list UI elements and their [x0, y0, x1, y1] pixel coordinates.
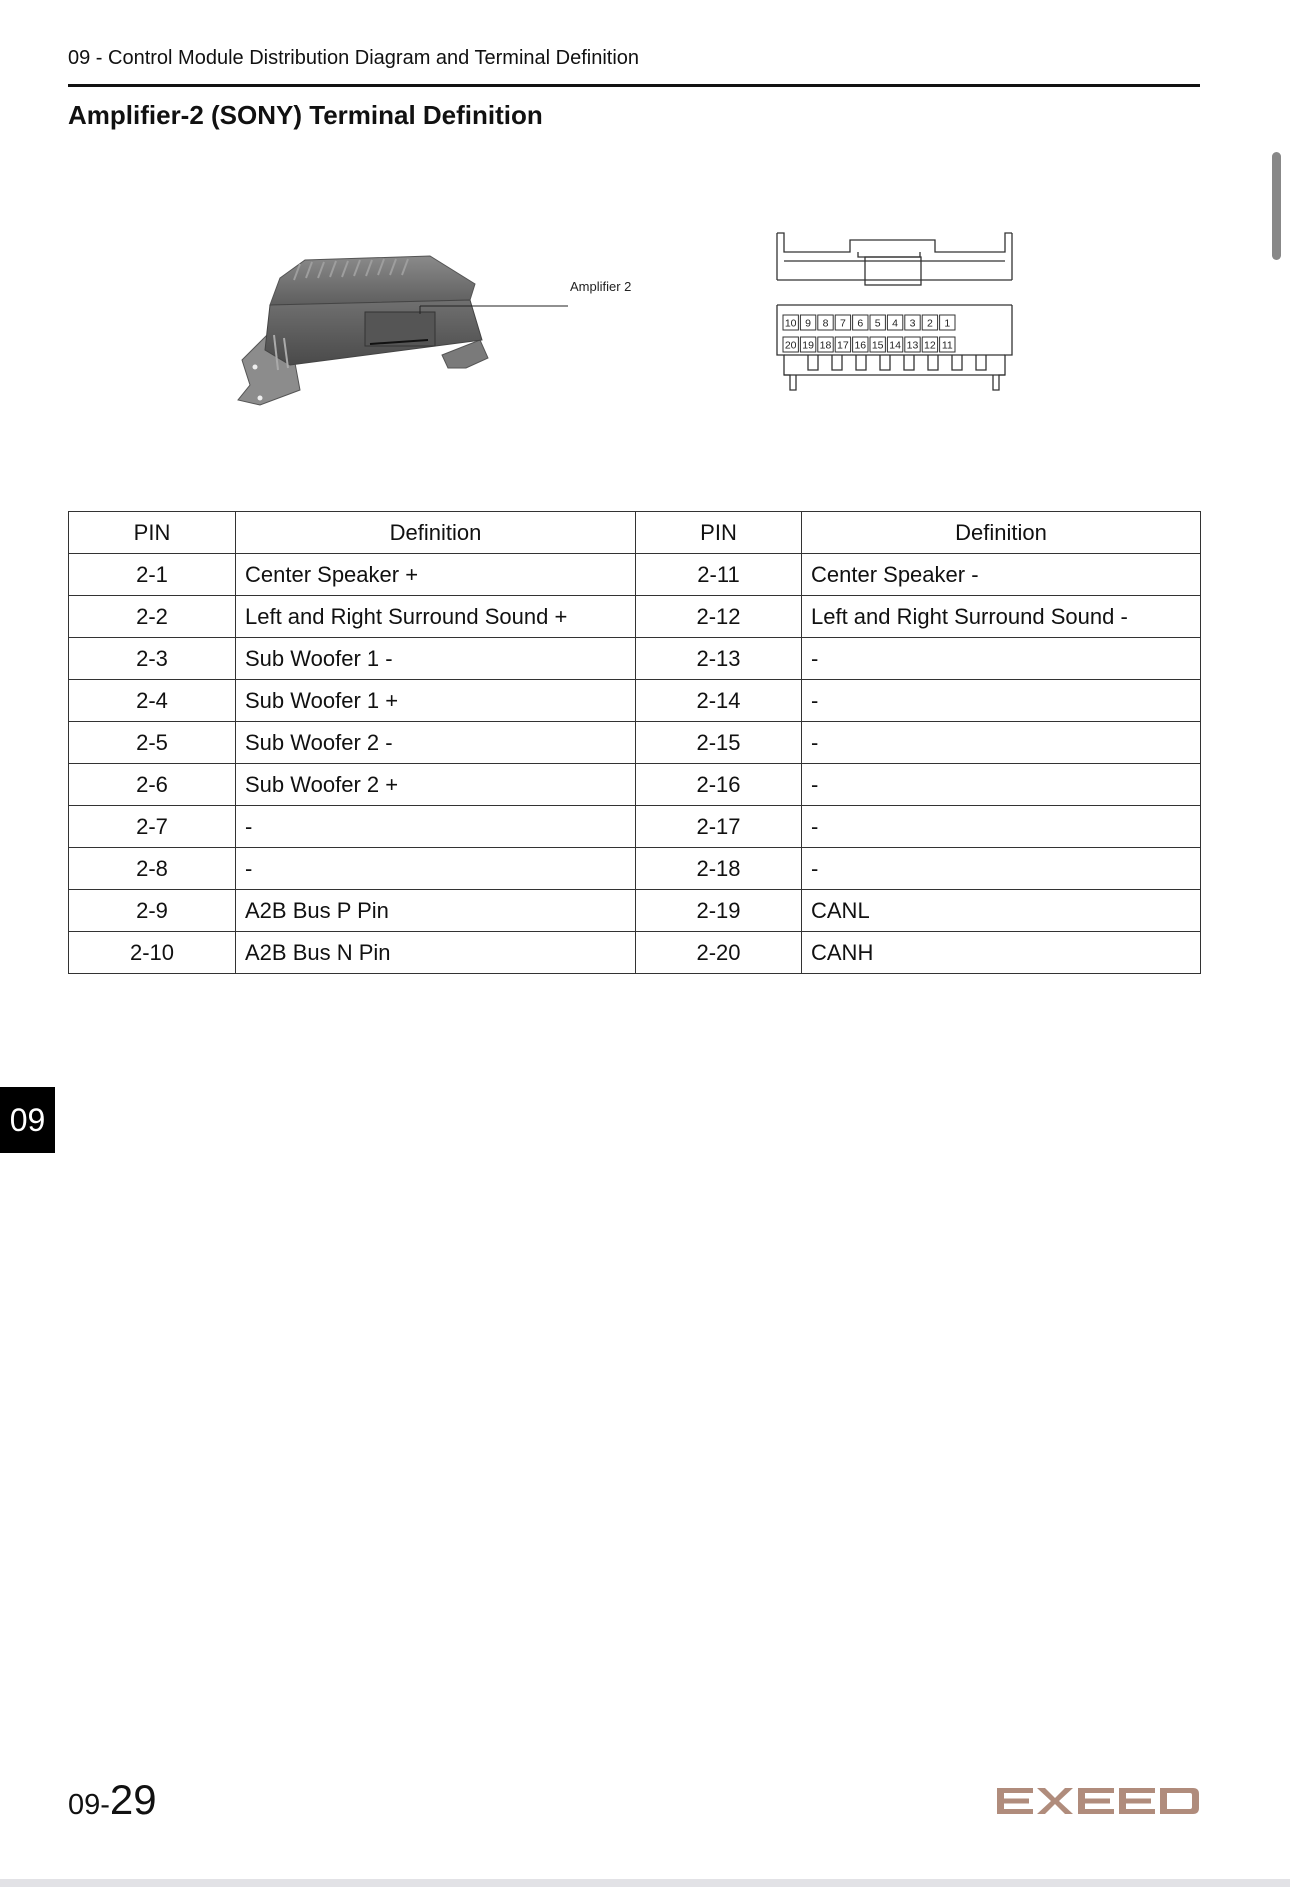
definition-cell: Center Speaker -: [802, 554, 1201, 596]
pin-cell: 2-6: [69, 764, 236, 806]
definition-cell: -: [802, 806, 1201, 848]
pin-cell: 2-13: [636, 638, 802, 680]
pin-number: 3: [909, 317, 916, 330]
pin-cell: 2-19: [636, 890, 802, 932]
definition-cell: CANL: [802, 890, 1201, 932]
pin-cell: 2-16: [636, 764, 802, 806]
pin-cell: 2-15: [636, 722, 802, 764]
definition-cell: CANH: [802, 932, 1201, 974]
pin-number: 19: [802, 339, 814, 352]
definition-cell: Sub Woofer 2 -: [236, 722, 636, 764]
definition-cell: Sub Woofer 2 +: [236, 764, 636, 806]
chapter-tab: 09: [0, 1087, 55, 1153]
pin-number: 15: [871, 339, 884, 352]
connector-tooth: [976, 355, 986, 370]
pin-number: 11: [941, 339, 953, 352]
pin-number: 18: [819, 339, 832, 352]
pin-cell: 2-17: [636, 806, 802, 848]
definition-cell: A2B Bus P Pin: [236, 890, 636, 932]
definition-cell: -: [802, 638, 1201, 680]
pin-number: 13: [906, 339, 919, 352]
pin-number: 14: [889, 339, 901, 352]
connector-tooth: [952, 355, 962, 370]
definition-cell: Sub Woofer 1 +: [236, 680, 636, 722]
definition-cell: -: [236, 848, 636, 890]
pin-number: 5: [874, 317, 881, 330]
header-pin: PIN: [636, 512, 802, 554]
definition-cell: -: [802, 764, 1201, 806]
pin-number: 7: [839, 317, 846, 330]
pin-cell: 2-3: [69, 638, 236, 680]
pin-number: 9: [805, 317, 812, 330]
definition-cell: Left and Right Surround Sound -: [802, 596, 1201, 638]
page-prefix: 09-: [68, 1789, 110, 1821]
pin-cell: 2-18: [636, 848, 802, 890]
pin-cell: 2-4: [69, 680, 236, 722]
pin-cell: 2-20: [636, 932, 802, 974]
definition-cell: -: [802, 722, 1201, 764]
exeed-logo: [995, 1785, 1201, 1817]
pin-number: 16: [854, 339, 867, 352]
table-row: [69, 932, 1201, 974]
pin-cell: 2-2: [69, 596, 236, 638]
pin-cell: 2-7: [69, 806, 236, 848]
pin-number: 20: [784, 339, 797, 352]
connector-tooth: [856, 355, 866, 370]
connector-tooth: [928, 355, 938, 370]
pin-cell: 2-1: [69, 554, 236, 596]
connector-tooth: [904, 355, 914, 370]
pin-number: 8: [822, 317, 829, 330]
table-row: [69, 722, 1201, 764]
table-row: [69, 596, 1201, 638]
pin-number: 2: [926, 317, 933, 330]
connector-diagram: [770, 225, 1020, 420]
table-row: [69, 764, 1201, 806]
pin-number: 6: [857, 317, 864, 330]
page-number: [68, 1776, 157, 1824]
connector-tooth: [832, 355, 842, 370]
pin-number: 4: [892, 317, 899, 330]
header-rule: [68, 84, 1200, 87]
table-row: [69, 680, 1201, 722]
definition-cell: -: [802, 680, 1201, 722]
definition-cell: Sub Woofer 1 -: [236, 638, 636, 680]
definition-cell: Center Speaker +: [236, 554, 636, 596]
table-row: [69, 890, 1201, 932]
pin-cell: 2-9: [69, 890, 236, 932]
page-number-value: 29: [109, 1776, 157, 1823]
definition-cell: Left and Right Surround Sound +: [236, 596, 636, 638]
definition-cell: -: [236, 806, 636, 848]
pin-number: 12: [924, 339, 936, 352]
table-row: [69, 638, 1201, 680]
pin-number: 17: [837, 339, 849, 352]
pin-cell: 2-5: [69, 722, 236, 764]
pin-number: 1: [944, 317, 951, 330]
pin-cell: 2-12: [636, 596, 802, 638]
pin-cell: 2-11: [636, 554, 802, 596]
pin-cell: 2-10: [69, 932, 236, 974]
connector-tooth: [880, 355, 890, 370]
connector-tooth: [808, 355, 818, 370]
page-title: Amplifier-2 (SONY) Terminal Definition: [68, 100, 543, 130]
table-row: [69, 806, 1201, 848]
amplifier-label: Amplifier 2: [570, 279, 632, 294]
running-head: 09 - Control Module Distribution Diagram and Terminal Definition: [68, 47, 640, 69]
pin-definition-table: [68, 511, 1201, 974]
pin-number: 10: [784, 317, 797, 330]
table-row: [69, 554, 1201, 596]
header-definition: Definition: [236, 512, 636, 554]
amplifier-illustration: [230, 240, 650, 420]
definition-cell: A2B Bus N Pin: [236, 932, 636, 974]
table-row: [69, 848, 1201, 890]
vertical-scrollbar[interactable]: [1272, 152, 1281, 260]
pin-cell: 2-8: [69, 848, 236, 890]
table-header-row: [69, 512, 1201, 554]
header-pin: PIN: [69, 512, 236, 554]
bottom-bar: [0, 1879, 1290, 1887]
definition-cell: -: [802, 848, 1201, 890]
pin-cell: 2-14: [636, 680, 802, 722]
header-definition: Definition: [802, 512, 1201, 554]
